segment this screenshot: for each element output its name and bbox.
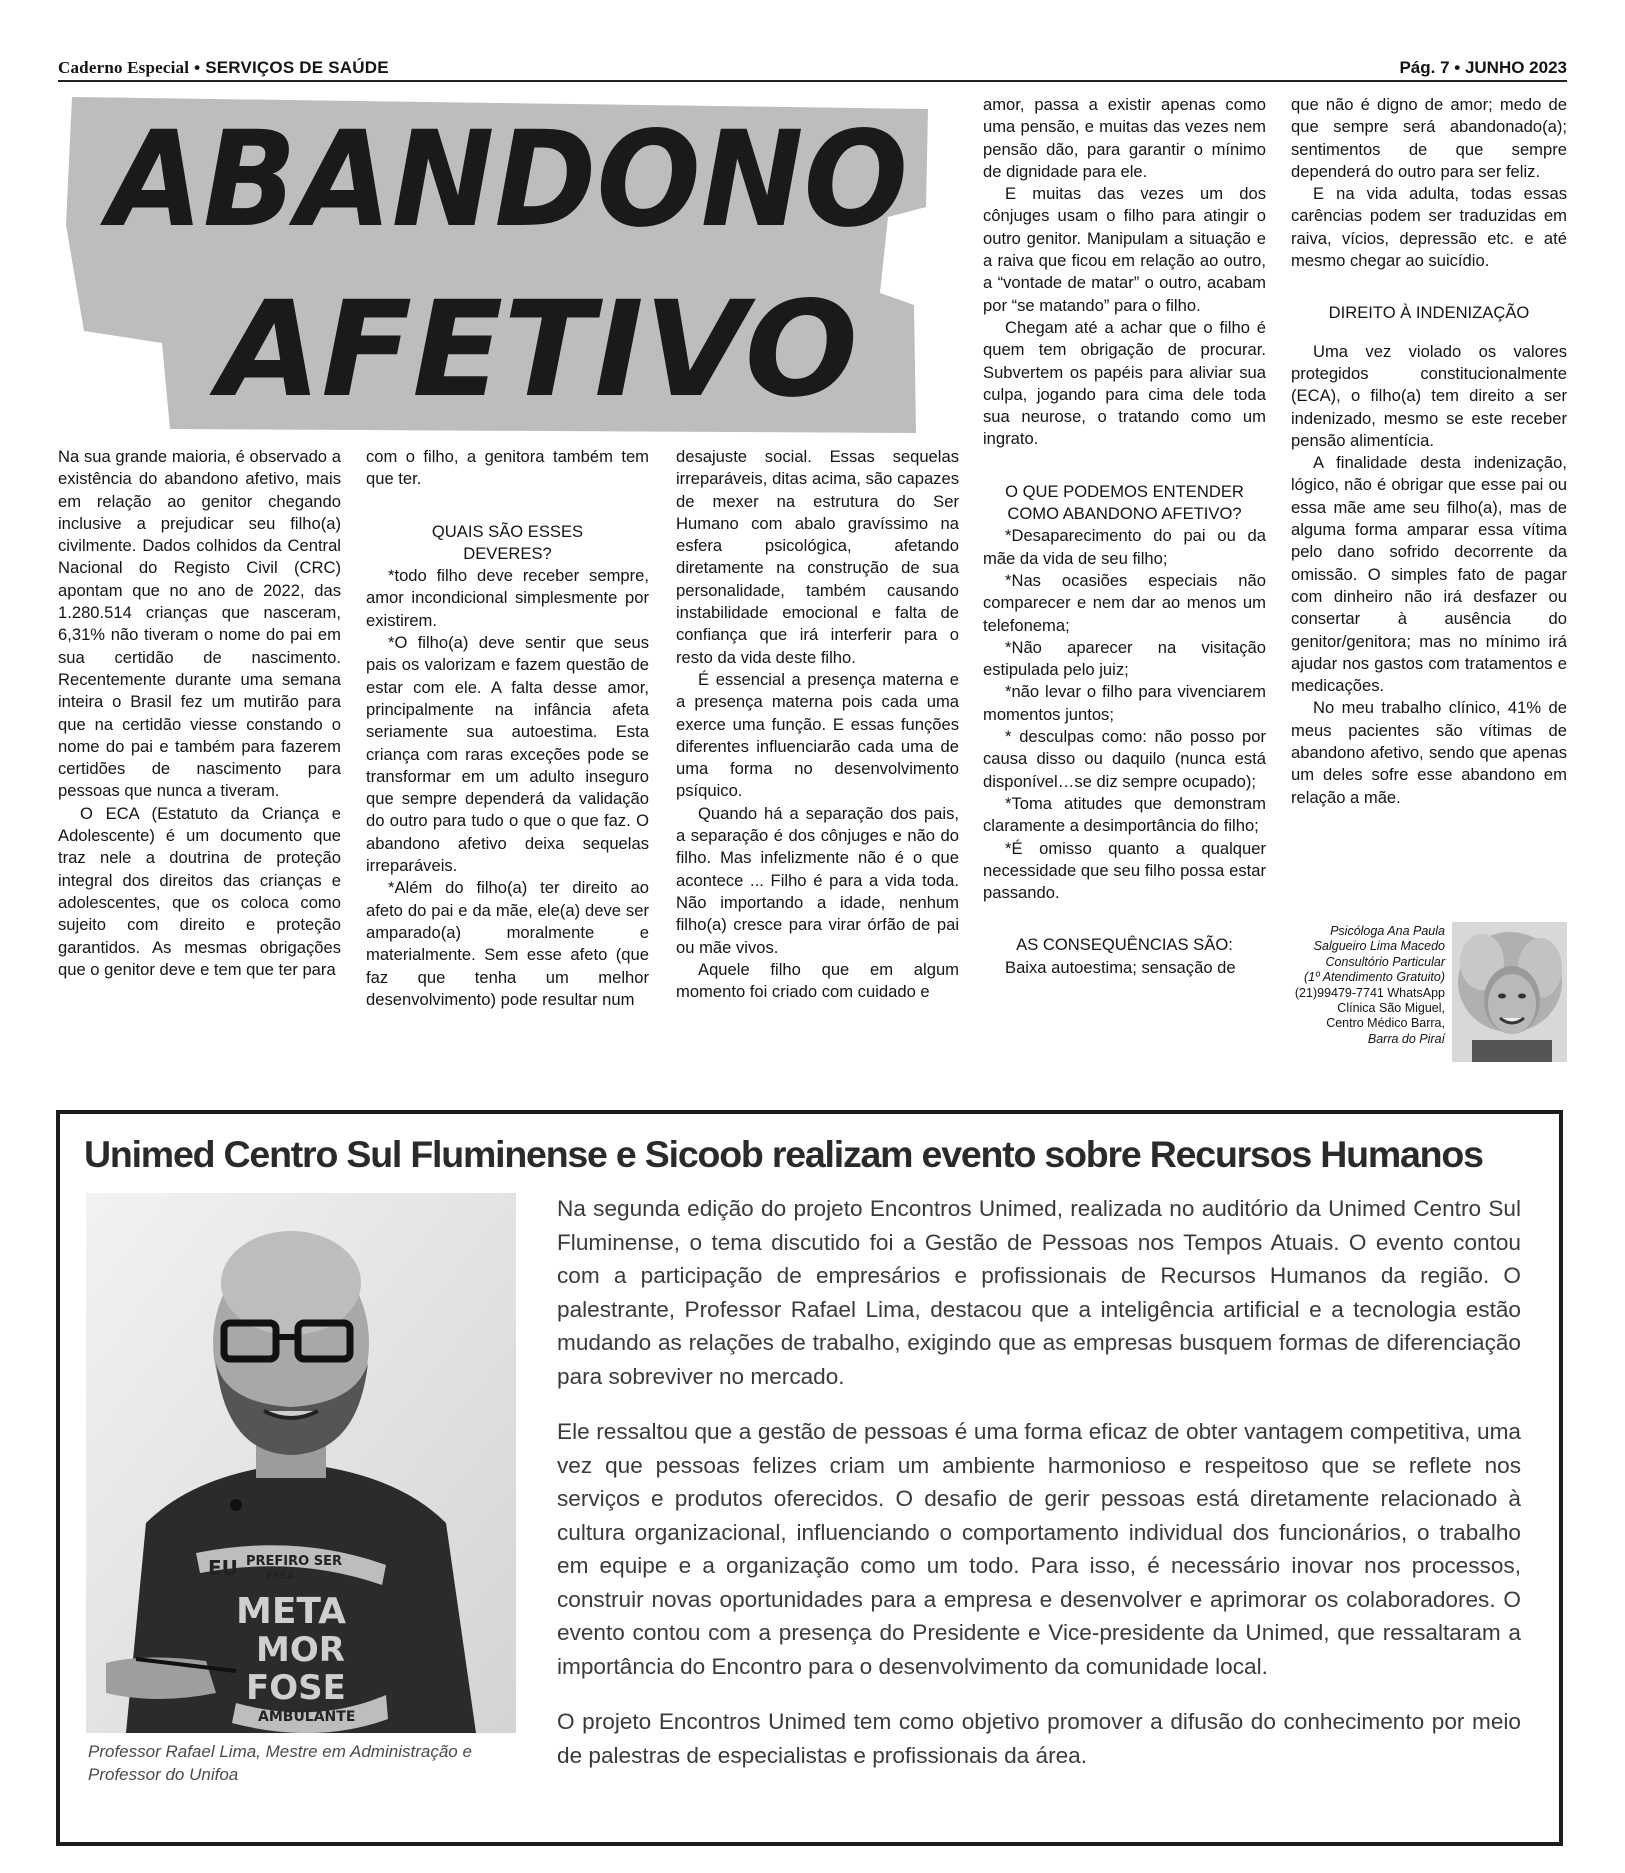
article-column-1 <box>58 446 341 981</box>
article-column-3 <box>676 446 959 1003</box>
paragraph: No meu trabalho clínico, 41% de meus pacientes são vítimas de abandono afetivo, sendo que apenas um deles sofre esse abandono em relação a mãe. <box>1291 698 1567 807</box>
paragraph: Quando há a separação dos pais, a separação é dos cônjuges e não do filho. Mas infelizmente não é o que acontece ... Filho é para a vida toda. Não importando a idade, nenhum filho(a) cresce para virar órfão de pai ou mãe vivos. <box>676 803 959 957</box>
author-line: (1º Atendimento Gratuito) <box>1304 970 1445 985</box>
paragraph: Ele ressaltou que a gestão de pessoas é uma forma eficaz de obter vantagem competitiva, uma vez que pessoas felizes criam um ambiente harmonioso e respeitoso que se reflete nos serviços e produtos oferecidos. O desafio de gerir pessoas está diretamente relacionado à cultura organizacional, influenciando o comportamento individual dos funcionários, o trabalho em equipe e a organização como um todo. Para isso, é necessário inovar nos processos, construir novas oportunidades para a empresa e desenvolver e aprimorar os colaboradores. O evento contou com a presença do Presidente e Vice-presidente da Unimed, que ressaltaram a importância do Encontro para o desenvolvimento da comunidade local. <box>557 1419 1521 1679</box>
author-line: Psicóloga Ana Paula <box>1330 924 1445 938</box>
subhead-consequencias: AS CONSEQUÊNCIAS SÃO: <box>1016 935 1233 955</box>
subhead-entender: O QUE PODEMOS ENTENDER COMO ABANDONO AFETIVO? <box>1005 481 1244 524</box>
list-item: *É omisso quanto a qualquer necessidade que seu filho possa estar passando. <box>983 838 1266 903</box>
paragraph: Aquele filho que em algum momento foi criado com cuidado e <box>676 959 959 1002</box>
speaker-photo <box>86 1193 516 1733</box>
paragraph: O ECA (Estatuto da Criança e Adolescente) é um documento que traz nele a doutrina de proteção integral dos direitos das crianças e adolescentes, que os coloca como sujeito com direito e proteção garantidos. As mesmas obrigações que o genitor deve e tem que ter para <box>58 803 341 979</box>
list-item: *não levar o filho para vivenciarem momentos juntos; <box>983 682 1266 724</box>
author-phone: (21)99479-7741 WhatsApp <box>1294 985 1445 1000</box>
paragraph: desajuste social. Essas sequelas irreparáveis, ditas acima, são capazes de mexer na estrutura do Ser Humano com abalo gravíssimo na esfera psicológica, afetando diretamente na construção de sua personalidade, também causando instabilidade emocional e falta de confiança que irá interferir para o resto da vida deste filho. <box>676 447 959 667</box>
list-item: *Desaparecimento do pai ou da mãe da vida de seu filho; <box>983 526 1266 568</box>
article-column-4 <box>983 94 1266 979</box>
header-separator: • <box>194 58 201 77</box>
subhead-direito: DIREITO À INDENIZAÇÃO <box>1328 303 1530 323</box>
author-line: Barra do Piraí <box>1367 1031 1445 1046</box>
paragraph: amor, passa a existir apenas como uma pensão, e muitas das vezes nem pensão dão, para garantir o mínimo de dignidade para ele. <box>983 95 1266 181</box>
shirt-text: META <box>236 1591 347 1632</box>
paragraph: Na segunda edição do projeto Encontros Unimed, realizada no auditório da Unimed Centro Sul Fluminense, o tema discutido foi a Gestão de Pessoas nos Tempos Atuais. O evento contou com a participação de empresários e profissionais de Recursos Humanos da região. O palestrante, Professor Rafael Lima, destacou que a inteligência artificial e a tecnologia estão mudando as relações de trabalho, exigindo que as empresas busquem formas de diferenciação para sobreviver no mercado. <box>557 1196 1521 1389</box>
paragraph: A finalidade desta indenização, lógico, não é obrigar que esse pai ou essa mãe ame seu filho(a), mas de alguma forma amparar essa vítima pelo dano sofrido decorrente da omissão. O simples fato de pagar com dinheiro não irá desfazer ou consertar à ausência do genitor/genitora; mas no mínimo irá ajudar nos gastos com tratamentos e medicações. <box>1291 453 1567 696</box>
shirt-text: PREFIRO SER <box>246 1554 342 1569</box>
shirt-text: MOR <box>256 1630 345 1670</box>
article-title-graphic <box>58 95 938 437</box>
author-line: Salgueiro Lima Macedo <box>1313 939 1445 954</box>
paragraph: O projeto Encontros Unimed tem como objetivo promover a difusão do conhecimento por meio de palestras de especialistas e profissionais da área. <box>557 1709 1521 1768</box>
page-info: Pág. 7 • JUNHO 2023 <box>1399 58 1567 77</box>
running-header-left <box>58 58 389 78</box>
paragraph: E na vida adulta, todas essas carências podem ser traduzidas em raiva, vícios, depressão etc. e até mesmo chegar ao suicídio. <box>1291 184 1567 271</box>
author-line: Clínica São Miguel, <box>1337 1001 1445 1016</box>
section-topic: SERVIÇOS DE SAÚDE <box>205 58 389 77</box>
unimed-headline: Unimed Centro Sul Fluminense e Sicoob realizam evento sobre Recursos Humanos <box>84 1133 1483 1175</box>
shirt-text: EU <box>208 1556 238 1580</box>
paragraph: com o filho, a genitora também tem que ter. <box>366 447 649 489</box>
article-title-line2: AFETIVO <box>208 273 859 427</box>
list-item: * desculpas como: não posso por causa disso ou daquilo (nunca está disponível…se diz sempre ocupado); <box>983 727 1266 791</box>
author-line: Consultório Particular <box>1325 954 1445 969</box>
article-title-line1: ABANDONO <box>99 103 908 257</box>
article-column-2 <box>366 446 649 1011</box>
list-item: *Não aparecer na visitação estipulada pelo juiz; <box>983 637 1266 680</box>
paragraph: Chegam até a achar que o filho é quem tem obrigação de procurar. Subvertem os papéis para aliviar sua culpa, jogando para cima dele toda sua neurose, o tratando como um ingrato. <box>983 317 1266 449</box>
section-label: Caderno Especial <box>58 58 190 77</box>
shirt-text: AMBULANTE <box>258 1709 356 1725</box>
paragraph: É essencial a presença materna e a presença materna pois cada uma exerce uma função. E essas funções diferentes influenciarão cada uma de uma forma no desenvolvimento psíquico. <box>676 669 959 801</box>
paragraph: *O filho(a) deve sentir que seus pais os valorizam e fazem questão de estar com ele. A falta desse amor, principalmente na infância afeta seriamente sua autoestima. Esta criança com raras exceções pode se transformar em um adulto inseguro que sempre dependerá da validação do outro para tudo o que o que faz. O abandono afetivo deixa sequelas irreparáveis. <box>366 633 649 876</box>
author-credit <box>1291 924 1445 1047</box>
paragraph: Na sua grande maioria, é observado a existência do abandono afetivo, mais em relação ao genitor chegando inclusive a prejudicar seu filho(a) civilmente. Dados colhidos da Central Nacional do Registo Civil (CRC) apontam que no ano de 2022, das 1.280.514 crianças que nasceram, 6,31% não tiveram o nome do pai em sua certidão de nascimento. Recentemente durante uma semana inteira o Brasil fez um mutirão para que na certidão viesse constando o nome do pai e também para fazerem certidões de nascimento para pessoas que nunca a tiveram. <box>58 447 341 801</box>
unimed-article-body <box>557 1192 1521 1794</box>
shirt-text: FOSE <box>246 1668 346 1708</box>
list-item: *Nas ocasiões especiais não comparecer e nem dar ao menos um telefonema; <box>983 570 1266 635</box>
paragraph: *Além do filho(a) ter direito ao afeto do pai e da mãe, ele(a) deve ser amparado(a) moralmente e materialmente. Sem esse afeto (que faz que tenha um melhor desenvolvimento) pode resultar num <box>366 878 649 1009</box>
author-line: Centro Médico Barra, <box>1326 1016 1445 1031</box>
photo-caption: Professor Rafael Lima, Mestre em Administração e Professor do Unifoa <box>88 1742 472 1784</box>
list-item: *Toma atitudes que demonstram claramente a desimportância do filho; <box>983 793 1266 836</box>
paragraph: *todo filho deve receber sempre, amor incondicional simplesmente por existirem. <box>366 566 649 630</box>
header-rule <box>58 80 1567 82</box>
paragraph: Baixa autoestima; sensação de <box>1005 957 1236 977</box>
article-column-5 <box>1291 94 1567 809</box>
subhead-deveres: QUAIS SÃO ESSES DEVERES? <box>431 521 584 563</box>
author-photo <box>1452 922 1567 1062</box>
paragraph: que não é digno de amor; medo de que sempre será abandonado(a); sentimentos de que sempre dependerá do outro para ser feliz. <box>1291 95 1567 181</box>
shirt-text: ESSA <box>266 1571 295 1582</box>
paragraph: Uma vez violado os valores protegidos constitucionalmente (ECA), o filho(a) tem direito a ser indenizado, mesmo se este receber pensão alimentícia. <box>1291 341 1567 450</box>
paragraph: E muitas das vezes um dos cônjuges usam o filho para atingir o outro genitor. Manipulam a situação e a raiva que ficou em relação ao outro, a “vontade de matar” o outro, acabam por “se matando” para o filho. <box>983 184 1266 315</box>
